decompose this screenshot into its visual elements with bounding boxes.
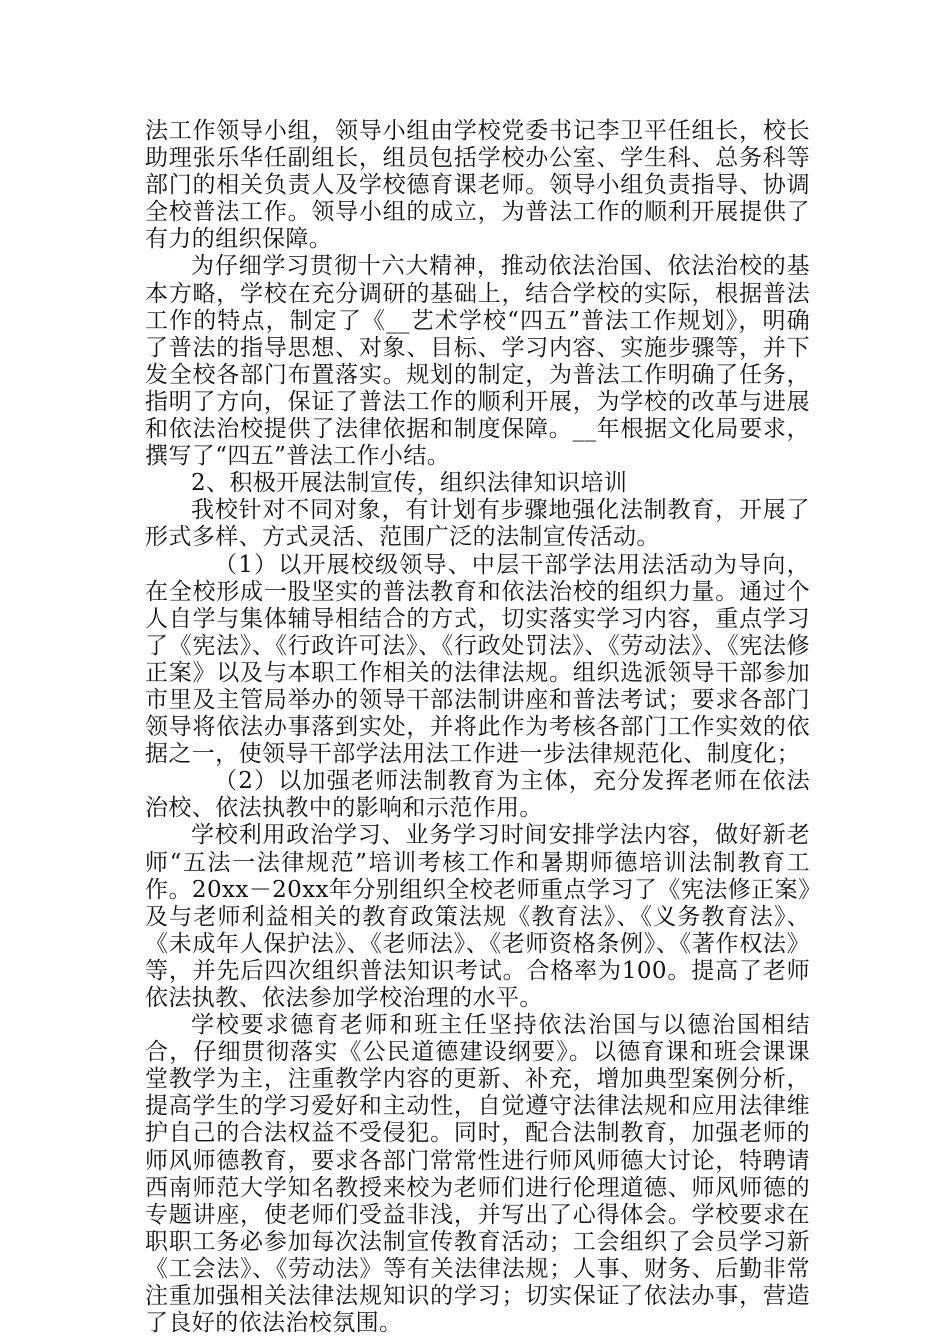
paragraph-item-1: （1）以开展校级领导、中层干部学法用法活动为导向，在全校形成一股坚实的普法教育和依法治校的组织力量。通过个人自学与集体辅导相结合的方式，切实落实学习内容，重点学习了《宪法》、《行政许可法》、《行政处罚法》、《劳动法》、《宪法修正案》以及与本职工作相关的法律法规。组织选派领导干部参加市里及主管局举办的领导干部法制讲座和普法考试；要求各部门领导将依法办事落到实处，并将此作为考核各部门工作实效的依据之一，使领导干部学法用法工作进一步法律规范化、制度化；: [145, 551, 810, 768]
paragraph-moral-education: 学校要求德育老师和班主任坚持依法治国与以德治国相结合，仔细贯彻落实《公民道德建设纲要》。以德育课和班会课课堂教学为主，注重教学内容的更新、补充，增加典型案例分析，提高学生的学习爱好和主动性，自觉遵守法律法规和应用法律维护自己的合法权益不受侵犯。同时，配合法制教育，加强老师的师风师德教育，要求各部门常常性进行师风师德大讨论，特聘请西南师范大学知名教授来校为老师们进行伦理道德、师风师德的专题讲座，使老师们受益非浅，并写出了心得体会。学校要求在职职工务必参加每次法制宣传教育活动；工会组织了会员学习新《工会法》、《劳动法》等有关法律法规；人事、财务、后勤非常注重加强相关法律法规知识的学习；切实保证了依法办事，营造了良好的依法治校氛围。: [145, 1012, 810, 1337]
paragraph-publicity-intro: 我校针对不同对象，有计划有步骤地强化法制教育，开展了形式多样、方式灵活、范围广泛的法制宣传活动。: [145, 497, 810, 551]
paragraph-item-2: （2）以加强老师法制教育为主体，充分发挥老师在依法治校、依法执教中的影响和示范作用。: [145, 768, 810, 822]
paragraph-planning: 为仔细学习贯彻十六大精神，推动依法治国、依法治校的基本方略，学校在充分调研的基础上，结合学校的实际，根据普法工作的特点，制定了《__艺术学校“四五”普法工作规划》，明确了普法的指导思想、对象、目标、学习内容、实施步骤等，并下发全校各部门布置落实。规划的制定，为普法工作明确了任务，指明了方向，保证了普法工作的顺利开展，为学校的改革与进展和依法治校提供了法律依据和制度保障。__年根据文化局要求，撰写了“四五”普法工作小结。: [145, 253, 810, 470]
paragraph-leadership-group: 法工作领导小组，领导小组由学校党委书记李卫平任组长，校长助理张乐华任副组长，组员包括学校办公室、学生科、总务科等部门的相关负责人及学校德育课老师。领导小组负责指导、协调全校普法工作。领导小组的成立，为普法工作的顺利开展提供了有力的组织保障。: [145, 118, 810, 253]
document-page: [145, 118, 810, 1337]
paragraph-teacher-training: 学校利用政治学习、业务学习时间安排学法内容，做好新老师“五法一法律规范”培训考核工作和暑期师德培训法制教育工作。20xx－20xx年分别组织全校老师重点学习了《宪法修正案》及与老师利益相关的教育政策法规《教育法》、《义务教育法》、《未成年人保护法》、《老师法》、《老师资格条例》、《著作权法》等，并先后四次组织普法知识考试。合格率为100。提高了老师依法执教、依法参加学校治理的水平。: [145, 822, 810, 1011]
section-heading-legal-publicity: 2、积极开展法制宣传，组织法律知识培训: [191, 470, 628, 497]
